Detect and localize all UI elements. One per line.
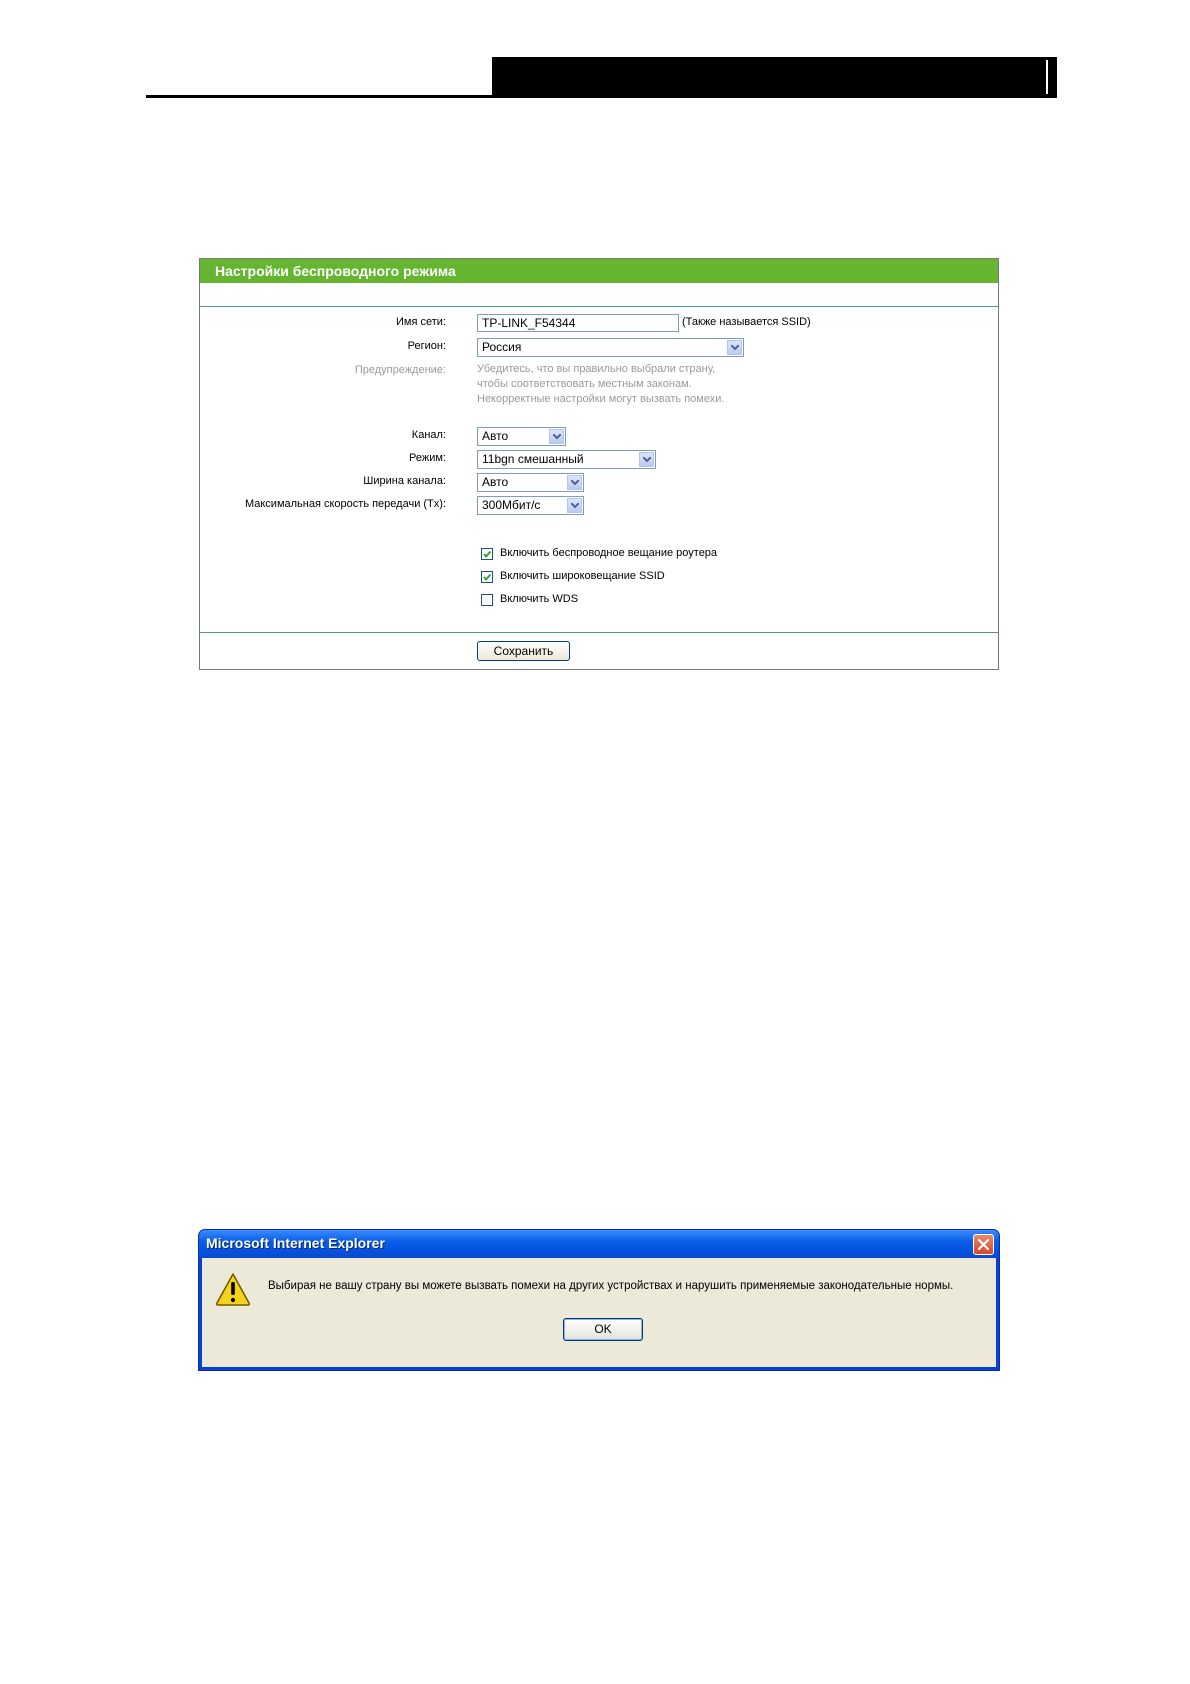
bottom-divider: [200, 632, 998, 633]
channel-width-label: Ширина канала:: [363, 475, 446, 487]
chevron-down-icon[interactable]: [639, 452, 654, 467]
close-icon: [978, 1239, 989, 1250]
warning-line-1: Убедитесь, что вы правильно выбрали страну,: [477, 363, 716, 375]
document-header-bar: [492, 57, 1057, 97]
enable-wds-checkbox[interactable]: [481, 594, 493, 606]
ssid-input[interactable]: TP-LINK_F54344: [477, 314, 679, 332]
ssid-hint: (Также называется SSID): [682, 316, 811, 328]
region-select-value: Россия: [482, 340, 522, 354]
channel-select-value: Авто: [482, 429, 509, 443]
top-divider: [200, 306, 998, 307]
close-button[interactable]: [973, 1234, 994, 1255]
warning-line-3: Некорректные настройки могут вызвать помехи.: [477, 393, 725, 405]
enable-wireless-radio-checkbox[interactable]: [481, 548, 493, 560]
enable-ssid-broadcast-checkbox[interactable]: [481, 571, 493, 583]
enable-wds-label: Включить WDS: [500, 593, 579, 605]
enable-wireless-radio-label: Включить беспроводное вещание роутера: [500, 547, 718, 559]
chevron-down-icon[interactable]: [549, 429, 564, 444]
warning-icon: [215, 1272, 251, 1306]
dialog-title: Microsoft Internet Explorer: [206, 1235, 385, 1251]
max-tx-rate-label: Максимальная скорость передачи (Tx):: [244, 498, 446, 510]
warning-label: Предупреждение:: [354, 364, 446, 376]
ie-alert-dialog: [199, 1230, 999, 1370]
mode-select[interactable]: [477, 450, 656, 469]
ok-button[interactable]: OK: [563, 1318, 643, 1341]
ssid-label: Имя сети:: [396, 316, 446, 328]
warning-line-2: чтобы соответствовать местным законам.: [477, 378, 692, 390]
channel-select[interactable]: [477, 427, 566, 446]
mode-label: Режим:: [409, 452, 446, 464]
document-header-divider: [1046, 60, 1048, 94]
max-tx-rate-select[interactable]: [477, 496, 584, 515]
mode-select-value: 11bgn смешанный: [482, 452, 584, 466]
save-button[interactable]: Сохранить: [477, 641, 570, 661]
title-underline: [200, 283, 998, 284]
document-header-rule: [146, 95, 1057, 98]
enable-ssid-broadcast-label: Включить широковещание SSID: [500, 570, 665, 582]
channel-width-select[interactable]: [477, 473, 584, 492]
region-label: Регион:: [407, 340, 446, 352]
max-tx-rate-select-value: 300Мбит/с: [482, 498, 541, 512]
dialog-titlebar[interactable]: [199, 1230, 999, 1258]
chevron-down-icon[interactable]: [567, 475, 582, 490]
panel-title: Настройки беспроводного режима: [200, 259, 998, 283]
channel-label: Канал:: [411, 429, 446, 441]
dialog-message: Выбирая не вашу страну вы можете вызвать помехи на других устройствах и нарушить применяемые законодательные нормы.: [268, 1280, 954, 1292]
dialog-body: [202, 1258, 996, 1367]
chevron-down-icon[interactable]: [567, 498, 582, 513]
channel-width-select-value: Авто: [482, 475, 509, 489]
chevron-down-icon[interactable]: [727, 340, 742, 355]
region-select[interactable]: [477, 338, 744, 357]
wireless-settings-panel: [199, 258, 999, 670]
